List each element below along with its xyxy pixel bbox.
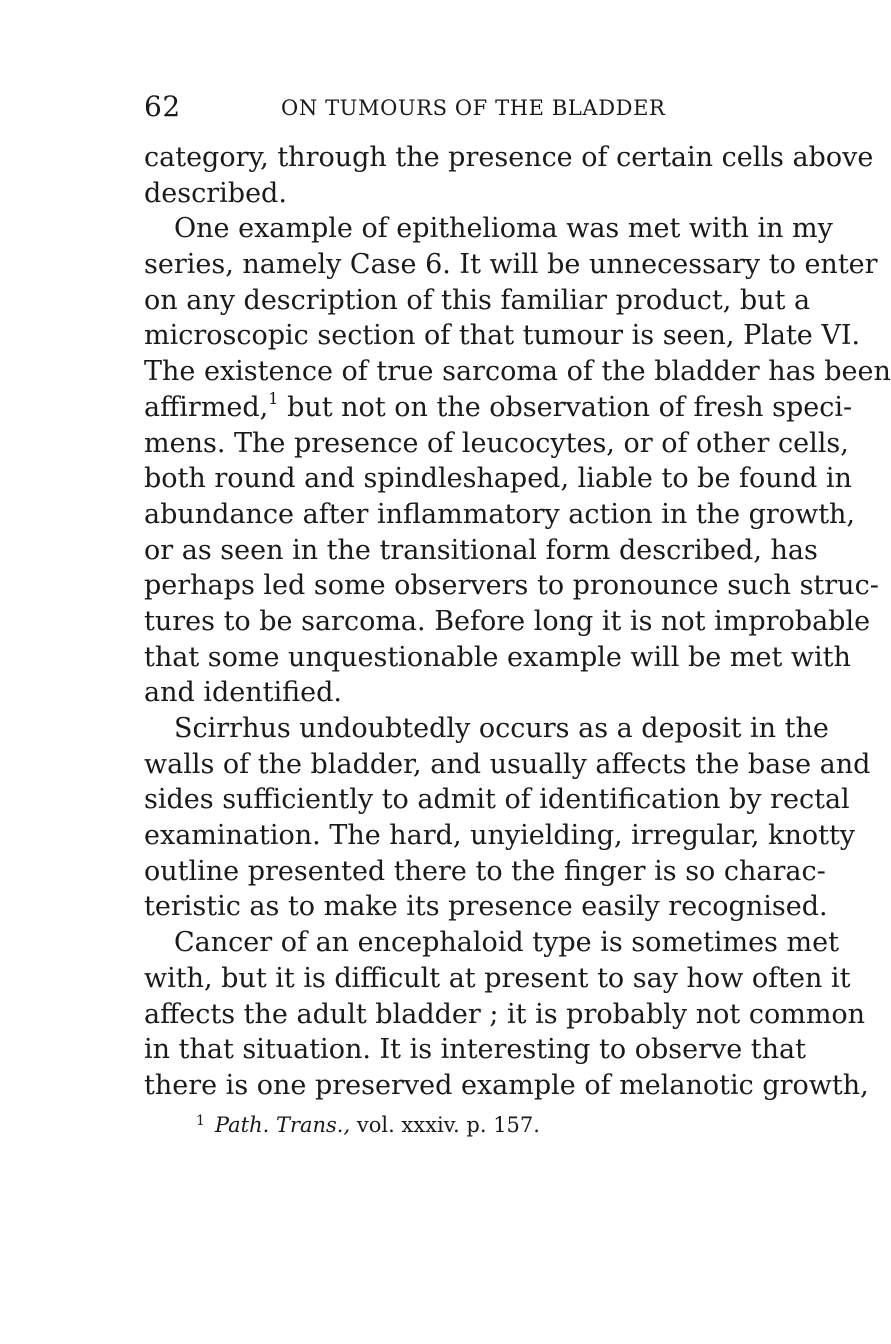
text-line: teristic as to make its presence easily recognised. [144,891,828,923]
text-line: in that situation. It is interesting to observe that [144,1034,806,1066]
text-line: affects the adult bladder ; it is probably not common [144,998,866,1030]
page-number: 62 [144,90,181,123]
text-fragment: affirmed, [144,391,269,423]
footnote-marker: 1 [196,1113,205,1129]
footnote [196,1112,716,1141]
text-line: perhaps led some observers to pronounce such struc- [144,570,879,602]
text-fragment: but not on the observation of fresh speci- [287,391,853,423]
text-line: sides sufficiently to admit of identification by rectal [144,784,850,816]
text-line: Cancer of an encephaloid type is sometimes met [174,927,839,959]
text-line: abundance after inflammatory action in the growth, [144,498,856,530]
text-line: there is one preserved example of melanotic growth, [144,1069,869,1101]
text-line: or as seen in the transitional form described, has [144,534,818,566]
page-header [144,90,670,124]
text-line: outline presented there to the finger is so charac- [144,855,826,887]
text-line: examination. The hard, unyielding, irregular, knotty [144,820,856,852]
text-line [144,388,853,426]
text-line: Scirrhus undoubtedly occurs as a deposit in the [174,713,829,744]
footnote-citation: vol. xxxiv. p. 157. [356,1113,540,1137]
body-text [144,140,891,1104]
text-line: series, namely Case 6. It will be unnecessary to enter [144,249,878,281]
footnote-reference: 1 [268,388,279,408]
text-line: and identified. [144,677,342,709]
text-line: with, but it is difficult at present to say how often it [144,962,851,994]
text-line: described. [144,177,287,209]
text-line: walls of the bladder, and usually affects the base and [144,748,871,780]
footnote-journal: Path. Trans., [214,1113,351,1137]
text-line: The existence of true sarcoma of the bladder has been [144,356,891,388]
text-line: both round and spindleshaped, liable to be found in [144,463,852,495]
running-head: ON TUMOURS OF THE BLADDER [281,96,666,120]
text-line: category, through the presence of certain cells above [144,142,874,173]
text-line: One example of epithelioma was met with in my [174,213,833,245]
text-line: on any description of this familiar product, but a [144,284,811,316]
text-line: that some unquestionable example will be met with [144,641,851,673]
text-line: tures to be sarcoma. Before long it is not improbable [144,605,871,637]
text-line: mens. The presence of leucocytes, or of other cells, [144,427,849,459]
text-line: microscopic section of that tumour is seen, Plate VI. [144,320,861,352]
